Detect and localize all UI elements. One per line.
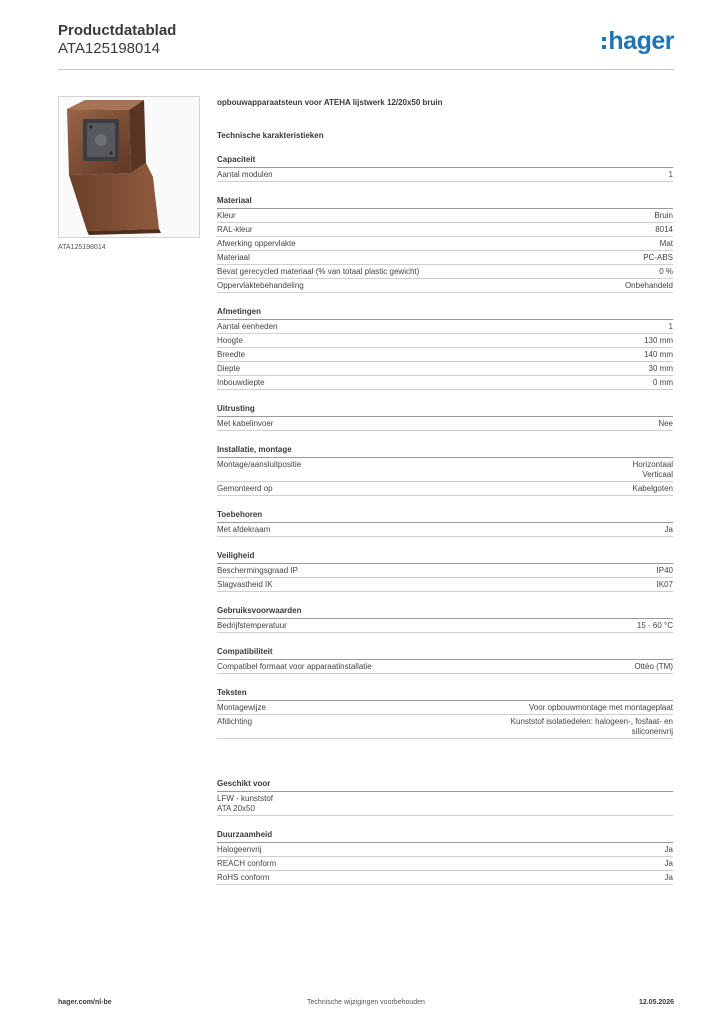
- product-photo-icon: [59, 97, 199, 237]
- spec-value: Ottéo (TM): [634, 662, 673, 671]
- section-title: Uitrusting: [217, 404, 673, 417]
- section-title: Afmetingen: [217, 307, 673, 320]
- spec-row: [217, 701, 673, 715]
- spec-label: Bevat gerecycled materiaal (% van totaal plastic gewicht): [217, 267, 420, 276]
- spec-value: Kunststof isolatiedelen: halogeen-, fosfaat- en siliconenvrij: [510, 717, 673, 736]
- spec-row: [217, 564, 673, 578]
- spec-row: [217, 334, 673, 348]
- spec-label: Bedrijfstemperatuur: [217, 621, 287, 630]
- spec-label: Gemonteerd op: [217, 484, 273, 493]
- page-header: [58, 22, 674, 66]
- spec-row: [217, 237, 673, 251]
- spec-value: Ja: [664, 525, 673, 534]
- spec-label: Afwerking oppervlakte: [217, 239, 296, 248]
- spec-label: Slagvastheid IK: [217, 580, 273, 589]
- spec-label: Met kabelinvoer: [217, 419, 274, 428]
- spec-section: [217, 404, 673, 431]
- spec-label: Montage/aansluitpositie: [217, 460, 302, 469]
- spec-row: [217, 715, 673, 739]
- spec-value: Horizontaal Verticaal: [632, 460, 673, 479]
- spec-row: [217, 660, 673, 674]
- spec-section: [217, 510, 673, 537]
- spec-row: [217, 223, 673, 237]
- product-image: [58, 96, 200, 238]
- spec-value: Mat: [659, 239, 673, 248]
- spec-value: 0 %: [659, 267, 673, 276]
- spec-row: [217, 348, 673, 362]
- suitable-text: LFW - kunststof ATA 20x50: [217, 792, 673, 816]
- section-title: Compatibiliteit: [217, 647, 673, 660]
- spec-label: Aantal modulen: [217, 170, 273, 179]
- spec-value: IP40: [656, 566, 673, 575]
- tech-characteristics-title: Technische karakteristieken: [217, 131, 324, 140]
- spec-row: [217, 251, 673, 265]
- spec-value: 0 mm: [653, 378, 673, 387]
- spec-section: [217, 307, 673, 390]
- image-caption: ATA125198014: [58, 244, 106, 251]
- section-title: Teksten: [217, 688, 673, 701]
- spec-value: Onbehandeld: [624, 281, 673, 290]
- section-title: Toebehoren: [217, 510, 673, 523]
- spec-value: Bruin: [654, 211, 673, 220]
- spec-row: [217, 209, 673, 223]
- spec-row: [217, 871, 673, 885]
- spec-row: [217, 482, 673, 496]
- spec-row: [217, 458, 673, 482]
- spec-label: Afdichting: [217, 717, 253, 726]
- spec-label: RAL-kleur: [217, 225, 253, 234]
- product-code: ATA125198014: [58, 40, 161, 57]
- spec-label: Breedte: [217, 350, 246, 359]
- section-title: Capaciteit: [217, 155, 673, 168]
- section-title: Materiaal: [217, 196, 673, 209]
- footer-disclaimer: Technische wijzigingen voorbehouden: [307, 999, 425, 1006]
- spec-label: Materiaal: [217, 253, 250, 262]
- hager-logo: [602, 28, 674, 54]
- spec-label: Halogeenvrij: [217, 845, 262, 854]
- spec-value: 30 mm: [648, 364, 673, 373]
- section-title: Geschikt voor: [217, 779, 673, 792]
- spec-label: Compatibel formaat voor apparaatinstallatie: [217, 662, 372, 671]
- logo-text: hager: [608, 27, 674, 55]
- spec-row: [217, 362, 673, 376]
- logo-colon-icon: [602, 37, 606, 49]
- spec-label: Aantal eenheden: [217, 322, 278, 331]
- header-divider: [58, 69, 674, 70]
- spec-value: 15 - 60 °C: [636, 621, 673, 630]
- spec-value: Ja: [664, 845, 673, 854]
- spec-label: RoHS conform: [217, 873, 270, 882]
- spec-label: REACH conform: [217, 859, 277, 868]
- spec-row: [217, 279, 673, 293]
- spec-label: Oppervlaktebehandeling: [217, 281, 304, 290]
- spec-row: [217, 168, 673, 182]
- spec-value: Nee: [658, 419, 673, 428]
- doc-title: Productdatablad: [58, 22, 177, 39]
- section-title: Installatie, montage: [217, 445, 673, 458]
- spec-value: Voor opbouwmontage met montageplaat: [528, 703, 673, 712]
- spec-label: Montagewijze: [217, 703, 266, 712]
- spec-value: Kabelgoten: [632, 484, 673, 493]
- spec-value: PC-ABS: [643, 253, 673, 262]
- product-description: opbouwapparaatsteun voor ATEHA lijstwerk 12/20x50 bruin: [217, 98, 443, 107]
- spec-section: [217, 196, 673, 293]
- spec-value: Ja: [664, 873, 673, 882]
- spec-value: 140 mm: [644, 350, 673, 359]
- sustainability-rows: [217, 843, 673, 885]
- spec-label: Kleur: [217, 211, 236, 220]
- spec-value: Ja: [664, 859, 673, 868]
- spec-row: [217, 843, 673, 857]
- footer-date: 12.05.2026: [638, 999, 674, 1006]
- spec-value: 8014: [655, 225, 673, 234]
- section-title: Gebruiksvoorwaarden: [217, 606, 673, 619]
- spec-row: [217, 523, 673, 537]
- spec-row: [217, 619, 673, 633]
- spec-section: [217, 445, 673, 496]
- spec-section: [217, 647, 673, 674]
- spec-row: [217, 265, 673, 279]
- spec-label: Diepte: [217, 364, 241, 373]
- spec-row: [217, 417, 673, 431]
- section-suitable-for: [217, 779, 673, 816]
- section-title: Duurzaamheid: [217, 830, 673, 843]
- spec-section: [217, 606, 673, 633]
- spec-label: Inbouwdiepte: [217, 378, 265, 387]
- spec-section: [217, 155, 673, 182]
- spec-section: [217, 688, 673, 739]
- spec-label: Met afdekraam: [217, 525, 271, 534]
- spec-row: [217, 320, 673, 334]
- spec-content: [217, 97, 673, 885]
- section-title: Veiligheid: [217, 551, 673, 564]
- spec-label: Hoogte: [217, 336, 243, 345]
- spec-sections: [217, 155, 673, 739]
- spec-label: Beschermingsgraad IP: [217, 566, 298, 575]
- spec-row: [217, 376, 673, 390]
- section-sustainability: [217, 830, 673, 885]
- spec-row: [217, 578, 673, 592]
- spec-value: IK07: [656, 580, 673, 589]
- spec-section: [217, 551, 673, 592]
- footer-website-link[interactable]: hager.com/nl-be: [58, 999, 112, 1006]
- spec-value: 1: [668, 322, 673, 331]
- spec-row: [217, 857, 673, 871]
- spec-value: 1: [668, 170, 673, 179]
- spec-value: 130 mm: [644, 336, 673, 345]
